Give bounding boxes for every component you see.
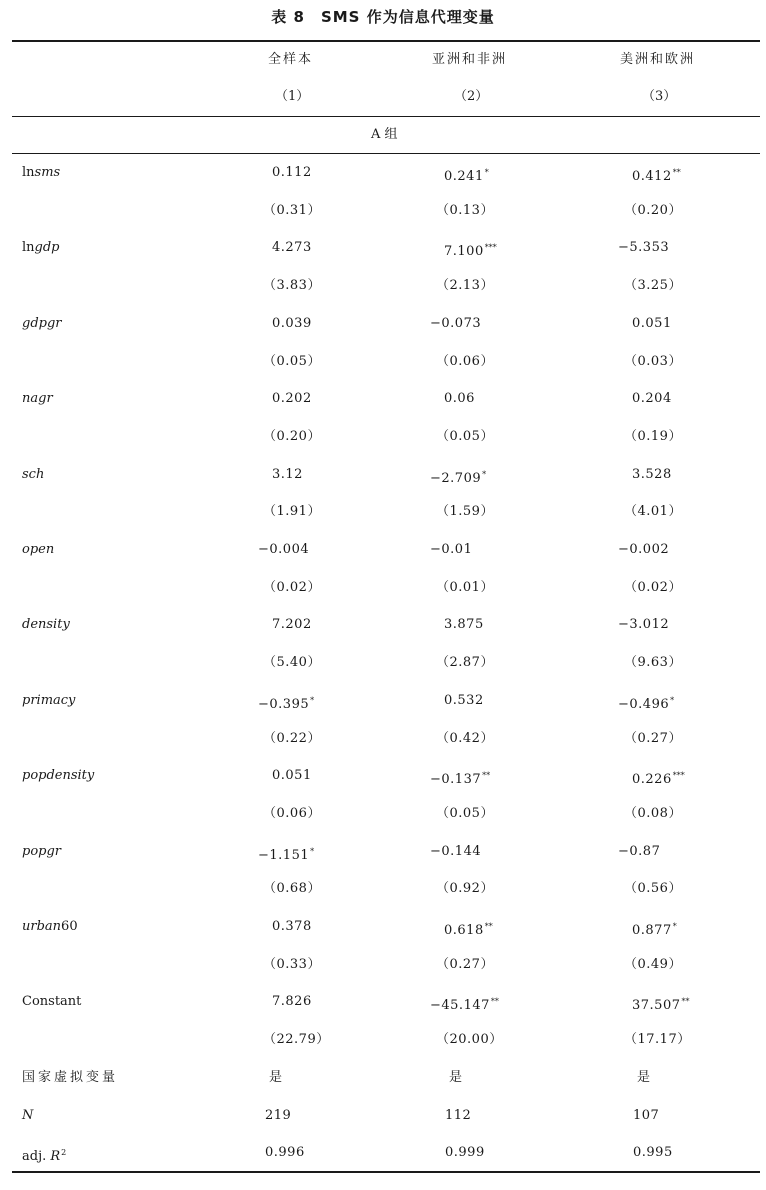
column-number-3: （3） xyxy=(642,89,677,104)
coefficient-number: 7.100 xyxy=(444,244,484,260)
coefficient-value xyxy=(430,542,472,558)
coefficient-number: 7.202 xyxy=(272,617,312,633)
coefficient-number: 0.241 xyxy=(444,169,484,184)
coefficient-value xyxy=(632,994,690,1014)
significance-stars: * xyxy=(310,695,315,705)
standard-error: （0.06） xyxy=(263,805,321,821)
coefficient-number: −0.144 xyxy=(430,843,482,859)
header-rule xyxy=(12,116,760,117)
coefficient-value xyxy=(632,919,677,939)
footer-value: 是 xyxy=(269,1070,283,1085)
coefficient-value xyxy=(632,391,672,407)
standard-error: （5.40） xyxy=(263,655,321,671)
footer-label xyxy=(22,1070,118,1086)
row-label xyxy=(22,165,60,181)
column-header-asia-africa: 亚洲和非洲 xyxy=(432,52,508,67)
coefficient-value xyxy=(430,467,486,487)
footer-value: 是 xyxy=(449,1070,463,1085)
significance-stars: * xyxy=(310,846,315,856)
coefficient-number: 3.12 xyxy=(272,466,303,482)
row-label xyxy=(22,542,54,558)
standard-error: （0.27） xyxy=(436,956,494,972)
significance-stars: ** xyxy=(490,997,499,1007)
row-label-variable: gdpgr xyxy=(22,315,62,331)
standard-error: （22.79） xyxy=(263,1032,330,1048)
standard-error: （1.59） xyxy=(436,504,494,520)
standard-error: （0.01） xyxy=(436,579,494,595)
standard-error: （0.42） xyxy=(436,730,494,746)
row-label-variable: primacy xyxy=(22,692,76,708)
column-number-1: （1） xyxy=(275,89,310,104)
row-label-text: ln xyxy=(22,165,35,180)
coefficient-number: 0.06 xyxy=(444,391,475,407)
coefficient-number: 0.412 xyxy=(632,169,672,184)
row-label-suffix: 60 xyxy=(61,919,78,934)
coefficient-value xyxy=(430,768,490,788)
coefficient-value xyxy=(444,919,493,939)
top-rule xyxy=(12,40,760,42)
coefficient-number: −0.496 xyxy=(618,696,670,712)
standard-error: （0.31） xyxy=(263,202,321,218)
coefficient-number: −0.004 xyxy=(258,542,310,557)
standard-error: （20.00） xyxy=(436,1032,503,1048)
coefficient-value xyxy=(272,391,312,407)
row-label xyxy=(22,919,78,935)
footer-value: 112 xyxy=(445,1107,472,1123)
panel-rule xyxy=(12,153,760,154)
coefficient-number: 0.112 xyxy=(272,165,312,180)
standard-error: （0.06） xyxy=(436,353,494,369)
row-label-variable: popdensity xyxy=(22,768,95,784)
column-header-americas-europe: 美洲和欧洲 xyxy=(620,52,696,67)
standard-error: （0.33） xyxy=(263,956,321,972)
standard-error: （4.01） xyxy=(624,504,682,520)
row-label xyxy=(22,240,60,256)
coefficient-value xyxy=(618,617,669,633)
bottom-rule xyxy=(12,1171,760,1173)
significance-stars: * xyxy=(482,469,487,479)
coefficient-number: −2.709 xyxy=(430,470,482,486)
coefficient-number: −0.073 xyxy=(430,315,482,331)
row-label xyxy=(22,693,75,709)
coefficient-value xyxy=(632,316,672,332)
coefficient-number: −5.353 xyxy=(618,240,670,256)
standard-error: （0.92） xyxy=(436,881,494,897)
standard-error: （0.05） xyxy=(263,353,321,369)
coefficient-number: 0.877 xyxy=(632,923,672,938)
coefficient-value xyxy=(444,240,497,260)
coefficient-number: −0.87 xyxy=(618,843,661,859)
coefficient-number: −0.01 xyxy=(430,542,473,557)
coefficient-value xyxy=(258,693,314,713)
footer-label-superscript: 2 xyxy=(61,1148,67,1158)
standard-error: （0.02） xyxy=(624,579,682,595)
row-label xyxy=(22,467,44,483)
row-label-variable: density xyxy=(22,617,70,633)
coefficient-number: −45.147 xyxy=(430,998,490,1014)
coefficient-number: −0.002 xyxy=(618,542,670,557)
significance-stars: ** xyxy=(681,997,690,1007)
footer-label-text: N xyxy=(22,1107,34,1123)
standard-error: （3.25） xyxy=(624,278,682,294)
standard-error: （0.19） xyxy=(624,428,682,444)
significance-stars: ** xyxy=(482,771,491,781)
coefficient-number: 3.875 xyxy=(444,617,484,633)
row-label xyxy=(22,617,70,633)
standard-error: （1.91） xyxy=(263,504,321,520)
standard-error: （0.27） xyxy=(624,730,682,746)
coefficient-number: 4.273 xyxy=(272,240,312,256)
coefficient-value xyxy=(272,617,312,633)
coefficient-value xyxy=(430,844,481,860)
significance-stars: ** xyxy=(672,168,681,177)
coefficient-number: 7.826 xyxy=(272,994,312,1010)
table-title: 表 8 SMS 作为信息代理变量 xyxy=(271,8,495,26)
coefficient-number: 0.532 xyxy=(444,692,484,708)
standard-error: （2.87） xyxy=(436,655,494,671)
coefficient-value xyxy=(258,844,314,864)
coefficient-value xyxy=(430,316,481,332)
coefficient-value xyxy=(632,165,681,185)
row-label xyxy=(22,844,61,860)
significance-stars: * xyxy=(670,695,675,705)
significance-stars: * xyxy=(672,922,677,931)
coefficient-value xyxy=(632,467,672,483)
row-label-variable: sms xyxy=(34,165,61,180)
coefficient-number: 0.202 xyxy=(272,391,312,407)
coefficient-value xyxy=(272,165,312,181)
coefficient-value xyxy=(444,391,475,407)
footer-label-variable: R xyxy=(50,1149,61,1165)
footer-value: 0.999 xyxy=(445,1145,485,1161)
standard-error: （0.08） xyxy=(624,805,682,821)
row-label xyxy=(22,768,94,784)
row-label-text: ln xyxy=(22,240,35,256)
row-label xyxy=(22,316,62,332)
row-label-variable: open xyxy=(22,542,55,557)
coefficient-value xyxy=(618,240,669,256)
standard-error: （9.63） xyxy=(624,655,682,671)
coefficient-number: 0.039 xyxy=(272,315,312,331)
standard-error: （0.02） xyxy=(263,579,321,595)
row-label xyxy=(22,391,53,407)
standard-error: （3.83） xyxy=(263,278,321,294)
coefficient-number: −1.151 xyxy=(258,847,310,863)
footer-value: 219 xyxy=(265,1107,292,1123)
coefficient-value xyxy=(272,768,312,784)
footer-label xyxy=(22,1108,33,1124)
coefficient-value xyxy=(272,919,312,935)
coefficient-value xyxy=(444,693,484,709)
coefficient-number: 0.204 xyxy=(632,391,672,407)
coefficient-number: 37.507 xyxy=(632,998,681,1014)
standard-error: （0.20） xyxy=(624,202,682,218)
standard-error: （0.20） xyxy=(263,428,321,444)
coefficient-number: 3.528 xyxy=(632,466,672,482)
row-label-variable: gdp xyxy=(34,240,60,256)
standard-error: （17.17） xyxy=(624,1032,691,1048)
coefficient-number: 0.378 xyxy=(272,919,312,934)
coefficient-number: 0.618 xyxy=(444,923,484,938)
coefficient-value xyxy=(258,542,309,558)
coefficient-value xyxy=(430,994,499,1014)
coefficient-value xyxy=(618,542,669,558)
coefficient-number: −3.012 xyxy=(618,617,670,633)
standard-error: （0.05） xyxy=(436,805,494,821)
coefficient-value xyxy=(618,693,674,713)
footer-value: 0.996 xyxy=(265,1145,305,1161)
row-label-variable: popgr xyxy=(22,843,62,859)
standard-error: （2.13） xyxy=(436,278,494,294)
footer-value: 107 xyxy=(633,1107,660,1123)
coefficient-value xyxy=(272,316,312,332)
significance-stars: *** xyxy=(484,243,497,253)
coefficient-value xyxy=(272,240,312,256)
coefficient-number: −0.137 xyxy=(430,772,482,788)
significance-stars: * xyxy=(484,168,489,177)
standard-error: （0.05） xyxy=(436,428,494,444)
standard-error: （0.03） xyxy=(624,353,682,369)
standard-error: （0.13） xyxy=(436,202,494,218)
panel-label: A 组 xyxy=(371,127,398,142)
standard-error: （0.56） xyxy=(624,881,682,897)
footer-label-text: adj. xyxy=(22,1149,51,1165)
row-label-variable: urban xyxy=(22,919,62,934)
footer-label-text: 国家虚拟变量 xyxy=(22,1070,119,1085)
column-number-2: （2） xyxy=(454,89,489,104)
row-label-text: Constant xyxy=(22,994,82,1010)
footer-value: 0.995 xyxy=(633,1145,673,1161)
footer-label xyxy=(22,1145,66,1165)
coefficient-value xyxy=(618,844,660,860)
coefficient-value xyxy=(272,994,312,1010)
significance-stars: *** xyxy=(672,771,685,781)
standard-error: （0.49） xyxy=(624,956,682,972)
row-label-variable: sch xyxy=(22,466,45,482)
standard-error: （0.68） xyxy=(263,881,321,897)
coefficient-number: 0.051 xyxy=(632,315,672,331)
coefficient-value xyxy=(632,768,685,788)
coefficient-number: 0.226 xyxy=(632,772,672,788)
coefficient-number: 0.051 xyxy=(272,768,312,784)
coefficient-number: −0.395 xyxy=(258,696,310,712)
coefficient-value xyxy=(444,165,489,185)
significance-stars: ** xyxy=(484,922,493,931)
coefficient-value xyxy=(444,617,484,633)
row-label xyxy=(22,994,81,1010)
column-header-full-sample: 全样本 xyxy=(268,52,314,67)
footer-value: 是 xyxy=(637,1070,651,1085)
row-label-variable: nagr xyxy=(22,391,53,407)
standard-error: （0.22） xyxy=(263,730,321,746)
coefficient-value xyxy=(272,467,303,483)
